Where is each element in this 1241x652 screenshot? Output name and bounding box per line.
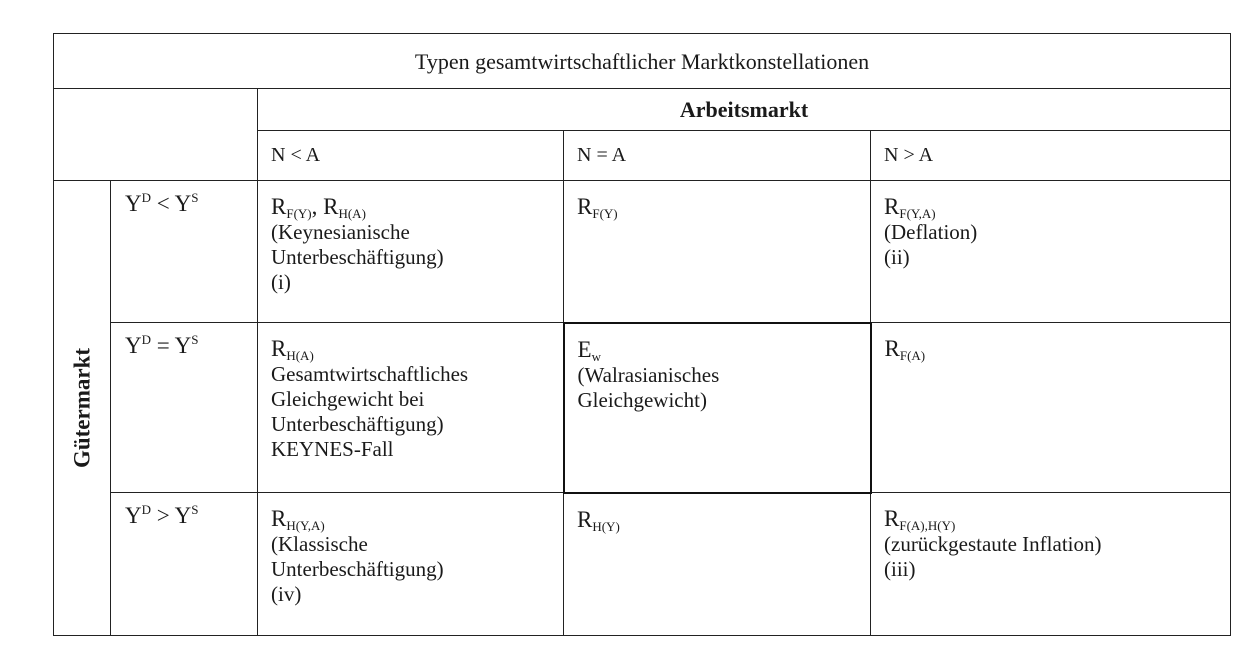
cell-keynesian-unemployment: $R_{F(Y)}$, $R_{H(A)}$ (Keynesianische Unterbeschäftigung) (i) (258, 181, 564, 323)
cell-keynes-case: $R_{H(A)}$ Gesamtwirtschaftliches Gleichgewicht bei Unterbeschäftigung) KEYNES-Fall (258, 323, 564, 493)
row-header-yd-greater-ys: $Y^D > Y^S$ (111, 493, 258, 636)
column-header-n-greater-a: N > A (871, 131, 1231, 181)
market-constellations-table (53, 33, 1231, 636)
cell-rfa (871, 323, 1231, 493)
regime-symbol: $R_{F(Y)}$, $R_{H(A)}$ (271, 194, 366, 221)
regime-symbol: $R_{H(Y)}$ (577, 506, 620, 534)
table-row (54, 323, 1231, 493)
row-group-label: Gütermarkt (69, 347, 95, 469)
table-title: Typen gesamtwirtschaftlicher Marktkonstellationen (54, 34, 1231, 89)
cell-rfy (564, 181, 871, 323)
cell-walrasian-equilibrium: $E_w$ (Walrasianisches Gleichgewicht) (564, 323, 871, 493)
row-group-header (54, 181, 111, 636)
column-group-header: Arbeitsmarkt (258, 89, 1231, 131)
column-header-n-equal-a: N = A (564, 131, 871, 181)
regime-symbol: $R_{H(A)}$ (271, 336, 314, 363)
table-row (54, 181, 1231, 323)
cell-repressed-inflation: $R_{F(A),H(Y)}$ (zurückgestaute Inflation) (iii) (871, 493, 1231, 636)
regime-symbol: $R_{F(Y,A)}$ (884, 194, 936, 221)
regime-symbol: $R_{F(A)}$ (884, 336, 926, 363)
table-row (54, 493, 1231, 636)
row-header-yd-less-ys: $Y^D < Y^S$ (111, 181, 258, 323)
cell-deflation: $R_{F(Y,A)}$ (Deflation) (ii) (871, 181, 1231, 323)
cell-classical-unemployment: $R_{H(Y,A)}$ (Klassische Unterbeschäftigung) (iv) (258, 493, 564, 636)
row-header-yd-equal-ys: $Y^D = Y^S$ (111, 323, 258, 493)
cell-rhy (564, 493, 871, 636)
regime-symbol: $R_{F(Y)}$ (577, 194, 618, 221)
regime-symbol: $E_w$ (577, 336, 601, 364)
column-header-n-less-a: N < A (258, 131, 564, 181)
corner-cell (54, 89, 258, 181)
regime-symbol: $R_{H(Y,A)}$ (271, 506, 325, 533)
regime-symbol: $R_{F(A),H(Y)}$ (884, 506, 956, 533)
